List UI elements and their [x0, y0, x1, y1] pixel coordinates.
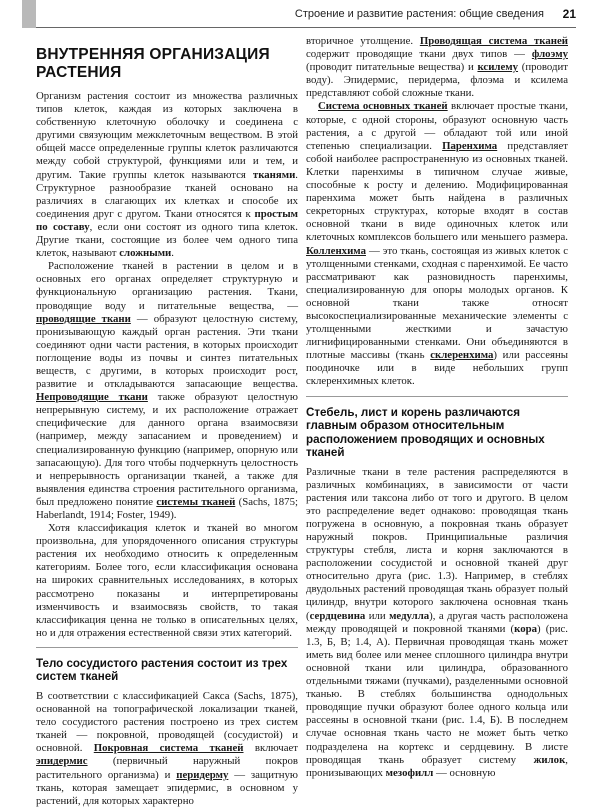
paragraph: В соответствии с классификацией Сакса (Sachs, 1875), основанной на топографической локализации тканей, тело сосудистого растения построено из трех систем тканей — покровной, проводящей (сосудистой) и основной. Покровная система тканей включает эпидермис (первичный наружный покров растительного организма) и перидерму — защитную ткань, которая замещает эпидермис, в основном у растений, для которых характерно: [36, 689, 298, 807]
subsection-heading: Стебель, лист и корень различаются главным образом относительным расположением проводящих и основных тканей: [306, 405, 545, 460]
paragraph: Система основных тканей включает простые ткани, которые, с одной стороны, образуют основную часть растения, а с другой — обладают той или иной степенью специализации. Паренхима представляет собой наиболее распространенную из основных тканей. Клетки паренхимы в типичном случае живые, способные к росту и делению. Модифицированная паренхима может быть найдена в различных секреторных структурах, которые входят в состав основной ткани в виде одиночных клеток или клеточных комплексов большего или меньшего размера. Колленхима — это ткань, состоящая из живых клеток с утолщенными стенками, сходная с паренхимой. Ее часто рассматривают как разновидность паренхимы, специализированную для опоры молодых органов. К основной ткани также относят высокоспециализированные механические элементы с утолщенными жесткими и зачастую лигнифицированными стенками. Они объединяются в плотные массивы (ткань склеренхима) или рассеяны поодиночке или в виде небольших групп склеренхимных клеток.: [306, 100, 569, 388]
subsection-heading: Тело сосудистого растения состоит из трех систем тканей: [36, 656, 288, 684]
right-column: [306, 35, 568, 780]
paragraph: вторичное утолщение. Проводящая система тканей содержит проводящие ткани двух типов — флоэму (проводит питательные вещества) и ксилему (проводит воду). Эпидермис, перидерма, флоэма и ксилема представляют собой сложные ткани.: [306, 35, 568, 100]
running-title: Строение и развитие растения: общие сведения: [294, 8, 544, 20]
paragraph: Расположение тканей в растении в целом и в основных его органах определяет структурную и функциональную организацию растения. Ткани, проводящие воду и питательные вещества, — проводящие ткани — образуют целостную систему, пронизывающую каждый орган растения. Эти ткани соединяют одни части растения, в которых происходит поглощение воды из почвы и синтез питательных веществ, с другими, в которых происходит рост, развитие и откладываются запасающие вещества. Непроводящие ткани также образуют целостную непрерывную систему, и их расположение отражает специфические для данного органа взаимосвязи (например, между запасанием и проведением) и специализированную функцию (например, опорную или запасающую). Для того чтобы подчеркнуть целостность и непрерывность организации тканей, а также для выявления единства строения растительного организма, был предложено понятие системы тканей (Sachs, 1875; Haberlandt, 1914; Foster, 1949).: [36, 260, 299, 521]
divider: [36, 647, 298, 648]
page-number: 21: [562, 7, 576, 21]
header-rule: [36, 27, 576, 28]
paragraph: Организм растения состоит из множества различных типов клеток, каждая из которых заключена в собственную клеточную оболочку и соединена с другими связующим межклеточным веществом. В этой общей массе определенные группы клеток различаются между собой структурой, функциями или и тем, и другим. Такие группы клеток называются тканями. Структурное разнообразие тканей основано на различиях в слагающих их клетках и способе их соединения друг с другом. Ткани относятся к простым по составу, если они состоят из одного типа клеток. Другие ткани, состоящие из более чем одного типа клеток, называют сложными.: [36, 90, 299, 260]
divider: [306, 396, 568, 397]
paragraph: Хотя классификация клеток и тканей во многом произвольна, для упорядоченного описания структуры растения их необходимо относить к определенным категориям. Более того, если классификация основана на широких сравнительных исследованиях, в которых рассмотрено показаны и интерпретированы изменчивость и взаимосвязь свойств, то такая классификация ценна не только в описательных целях, но и для отражения естественной связи этих категорий.: [36, 522, 298, 639]
section-title: ВНУТРЕННЯЯ ОРГАНИЗАЦИЯ РАСТЕНИЯ: [36, 46, 270, 81]
running-header: [0, 0, 600, 28]
left-column: [36, 46, 298, 808]
paragraph: Различные ткани в теле растения распределяются в различных комбинациях, в зависимости от части растения или таксона либо от того и другого. В целом это распределение ведет однаково: проводящая ткань погружена в основную, а покровная ткань образует наружный покров. Принципиальные различия структуры стебля, листа и корня заключаются в расположении сосудистой и основной тканей друг относительно друга (рис. 1.3). Например, в стеблях двудольных растений проводящая ткань образует полый цилиндр, внутри которого заключена основная ткань (сердцевина или медулла), а другая часть расположена между проводящей и покровной тканями (кора) (рис. 1.3, Б, В; 1.4, А). Первичная проводящая ткань может иметь вид более или менее сплошного цилиндра внутри основной ткани или цилиндра, образованного отдельными тяжами (пучками), разделенными основной тканью. В стеблях большинства однодольных проводящие пучки образуют более одного кольца или рассеяны в основной ткани (рис. 1.4, Б). В последнем случае основная ткань часто не может быть четко подразделена на кортекс и сердцевину. В листе проводящая ткань образует систему жилок, пронизывающих мезофилл — основную: [306, 465, 569, 779]
header-corner-mark: [22, 0, 36, 28]
